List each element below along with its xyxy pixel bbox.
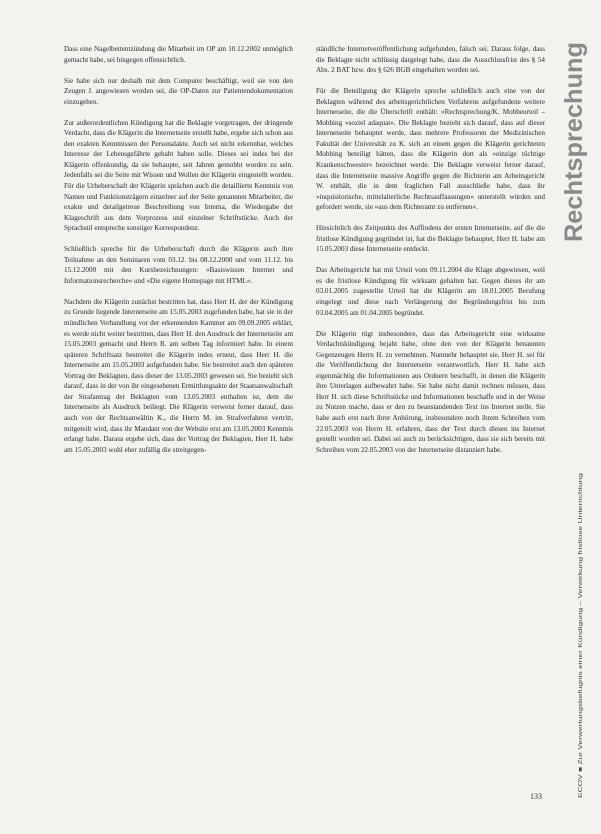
page-number: 133 bbox=[530, 792, 542, 801]
section-label-text: Rechtsprechung bbox=[560, 44, 588, 242]
paragraph: Das Arbeitsgericht hat mit Urteil vom 09.11.2004 die Klage abgewiesen, weil es die fristlose Kündigung für wirksam gehalten hat. Gegen dieses ihr am 03.01.2005 zugestellte Urteil hat die Klägerin am 18.01.2005 Berufung eingelegt und diese nach Verlängerung der Begründungsfrist bis zum 03.04.2005 am 01.04.2005 begründet. bbox=[316, 266, 545, 317]
section-label bbox=[548, 30, 598, 250]
paragraph: Zur außerordentlichen Kündigung hat die Beklagte vorgetragen, der dringende Verdacht, dass die Klägerin die Internetseite erstellt habe, ergebe sich schon aus den exakten Kenntnissen der Personalakte. Auch sei nicht erkennbar, welches Interesse der Lebensgefährte gehabt haben solle. Dieses sei indes bei der Klägerin offenkundig, da sie behaupte, seit Jahren gemobbt worden zu sein. Jedenfalls sei die Seite mit Wissen und Wollen der Klägerin eingestellt worden. Für die Urheberschaft der Klägerin sprächen auch die detaillierte Kenntnis von Namen und Funktionsträgern einzelner auf der Seite genannten Mitarbeiter, die exakte und detailgetreue Beschreibung von Interna, die Wiedergabe der Klageschrift aus dem Vorprozess und einzelner Schriftstücke. Auch der Sprachstil entspreche sonstiger Korrespondenz. bbox=[64, 118, 293, 233]
right-text-column bbox=[316, 44, 545, 466]
paragraph: Sie habe sich nur deshalb mit dem Computer beschäftigt, weil sie von den Zeugen J. angewiesen worden sei, die OP-Daten zur Patientendokumentation einzugeben. bbox=[64, 76, 293, 106]
paragraph: Hinsichtlich des Zeitpunkts des Auffindens der ersten Internetseite, auf die die fristlose Kündigung gegründet ist, hat die Beklagte behauptet, Herr H. habe am 15.05.2003 diese Internetseite entdeckt. bbox=[316, 224, 545, 254]
paragraph: ständliche Internetveröffentlichung aufgefunden, falsch sei. Daraus folge, dass die Beklagte nicht schlüssig dargelegt habe, dass die Ausschlussfrist des § 54 Abs. 2 BAT bzw. des § 626 BGB eingehalten worden sei. bbox=[316, 45, 545, 75]
paragraph: Die Klägerin rügt insbesondere, dass das Arbeitsgericht eine wirksame Verdachtskündigung bejaht habe, ohne den von der Klägerin benannten Gegenzeugen Herrn H. zu vernehmen. Nunmehr behauptet sie, Herr H. sei für die Veröffentlichung der Internetseite verantwortlich. Herr H. habe sich eigenmächtig die Informationen aus Ordnern beschafft, in denen die Klägerin ihre Unterlagen aufbewahrt habe. Sie habe nicht damit rechnen müssen, dass Herr H. sich diese Schriftstücke und Informationen beschaffe und in der Weise zu Nutzen mache, dass er den zu beanstandenden Text ins Internet stelle. Sie habe auch erst nach ihrer Anhörung, insbesondere noch ihrem Schreiben vom 22.05.2003 von Herrn H. erfahren, dass der Text durch diesen ins Internet gestellt worden sei. Dabei sei auch zu berücksichtigen, dass sie sich bereits mit Schreiben vom 22.05.2003 von der Internetseite distanziert habe. bbox=[316, 329, 545, 454]
paragraph: Schließlich spreche für die Urheberschaft durch die Klägerin auch ihre Teilnahme an den Seminaren vom 03.12. bis 08.12.2000 und vom 11.12. bis 15.12.2000 mit den Kursbezeichnungen: »Basiswissen Internet und Informationsrecherche« und »Die eigene Homepage mit HTML«. bbox=[64, 245, 293, 285]
side-note-text: ECOV ■ Zur Verwertungsbefugnis einer Kündigung – Verwirkung fristlose Unterrichtung bbox=[578, 581, 584, 798]
side-note bbox=[572, 470, 586, 800]
left-text-column bbox=[64, 44, 293, 466]
paragraph: Nachdem die Klägerin zunächst bestritten hat, dass Herr H. der der Kündigung zu Grunde liegende Internetseite am 15.05.2003 zugefunden habe, hat sie in der mündlichen Verhandlung vor der erkennenden Kammer am 09.09.2005 erklärt, es werde nicht weiter bestritten, dass Herr H. den Ausdruck der Internetseite am 15.05.2003 gemacht und Herrn R. am selben Tag informiert habe. In einem späteren Schriftsatz bestreitet die Klägerin indes erneut, dass Herr H. die Internetseite am 15.05.2003 aufgefunden habe. Sie bestreitet auch den späteren Vortrag der Beklagten, dass dieser der 13.05.2003 gewesen sei. Sie bezieht sich darauf, dass in der von ihr eingesehenen Ermittlungsakte der Staatsanwaltschaft der Strafantrag der Beklagten vom 13.05.2003 enthalten ist, dem die Internetseite als Ausdruck beiliegt. Die Klägerin verweist ferner darauf, dass auch von der Rechtsanwältin K., die Herrn M. im Strafverfahren vertritt, mitgeteilt wird, dass ihr Mandant von der Website erst am 13.05.2003 Kenntnis erlangt habe. Daraus ergebe sich, dass der Vortrag der Beklagten, Herr H. habe am 15.05.2003 wohl eher zufällig die streitgegen- bbox=[64, 297, 293, 454]
paragraph: Dass eine Nagelbettentzündung die Mitarbeit im OP am 10.12.2002 unmöglich gemacht habe, sei hingegen offensichtlich. bbox=[64, 45, 293, 64]
paragraph: Für die Beteiligung der Klägerin spreche schließlich auch eine von der Beklagten während des arbeitsgerichtlichen Verfahrens aufgefundene weitere Internetseite, die die Überschrift enthält: »Rechtsprechung/K. Mobbeurteil – Mobbing »soziel adaquat«. Die Beklagte bezieht sich darauf, dass auf dieser Internetseite behauptet werde, dass mehrere Professoren der Medizinischen Fakultät der Universität zu K. sich an einem gegen die Klägerin gerichteten Mobbing beteiligt hätten, dass die Klägerin dort als »einzige tüchtige Krankenschwester« bezeichnet werde. Die Beklagte verweist ferner darauf, dass die Internetseite massive Angriffe gegen die Richterin am Arbeitsgericht W. enthält, die in dem fraglichen Fall ausschließe habe, dass ihr »inquisitorische, mittelalterliche Rechtsauffassungen« unterstellt würden und gefordert werde, sie »aus dem Richteramt zu entfernen«. bbox=[316, 87, 545, 212]
